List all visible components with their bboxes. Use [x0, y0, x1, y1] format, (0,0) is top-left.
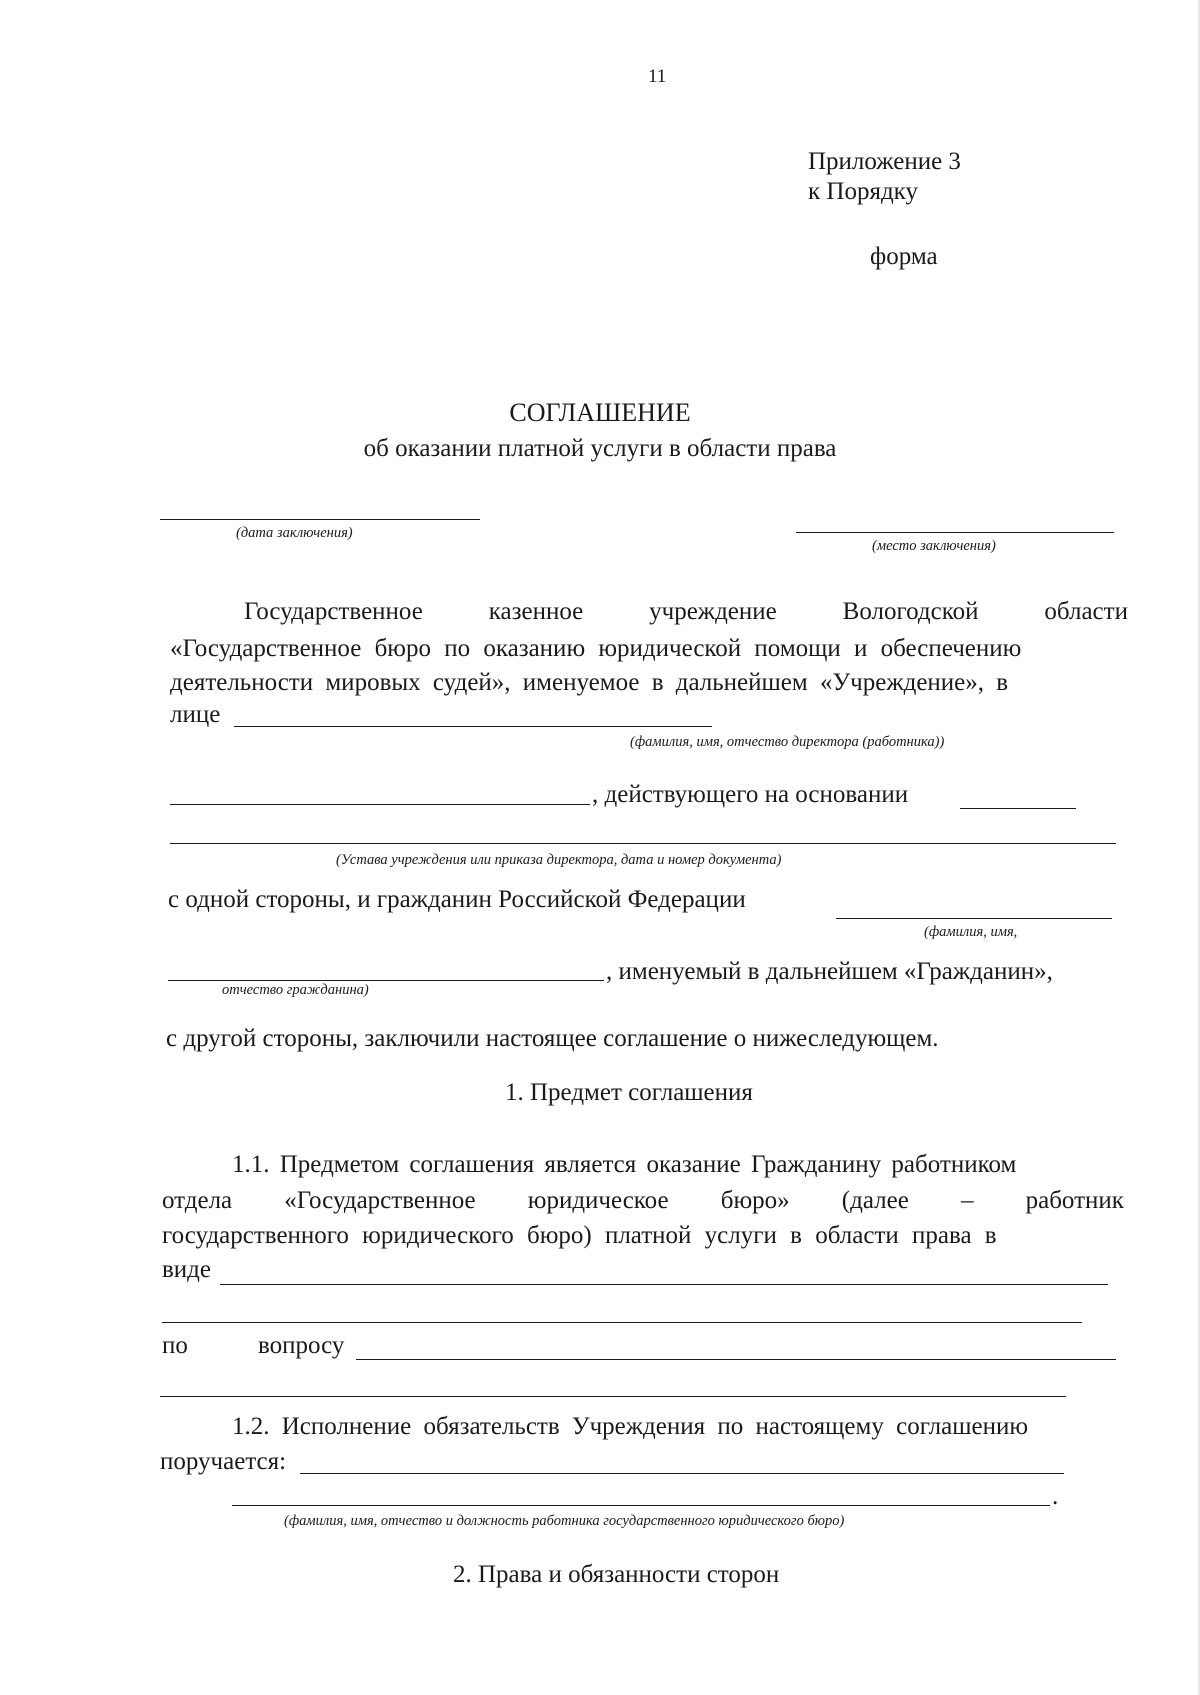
- citizen-caption-1: (фамилия, имя,: [924, 924, 1018, 940]
- intro-line-3: деятельности мировых судей», именуемое в дальнейшем «Учреждение», в: [170, 669, 1009, 696]
- intro-word: учреждение: [649, 598, 777, 625]
- intro-line-7: , именуемый в дальнейшем «Гражданин»,: [606, 958, 1053, 985]
- service-type-line-2: [162, 1322, 1082, 1323]
- date-caption: (дата заключения): [236, 525, 353, 541]
- intro-line-4: лице: [170, 701, 221, 728]
- para-word: юридическое: [527, 1187, 669, 1214]
- director-line: [234, 726, 712, 727]
- executor-caption: (фамилия, имя, отчество и должность работника государственного юридического бюро): [284, 1513, 845, 1529]
- po-label: по: [162, 1332, 188, 1359]
- intro-word: Государственное: [244, 598, 423, 625]
- executor-line-2: [232, 1505, 1050, 1506]
- director-caption: (фамилия, имя, отчество директора (работника)): [630, 734, 945, 750]
- basis-line: [960, 808, 1076, 809]
- intro-line-8: с другой стороны, заключили настоящее соглашение о нижеследующем.: [166, 1025, 939, 1052]
- para-word: работник: [1025, 1187, 1124, 1214]
- para-1-1-line-4: виде: [162, 1256, 211, 1283]
- para-word: отдела: [162, 1187, 233, 1214]
- director-line-2: [170, 804, 590, 805]
- acting-basis-text: , действующего на основании: [592, 781, 909, 808]
- form-label: форма: [870, 243, 938, 270]
- para-1-2-line-2: поручается:: [160, 1448, 287, 1475]
- para-word: «Государственное: [284, 1187, 476, 1214]
- question-line: [356, 1359, 1116, 1360]
- appendix-subtitle: к Порядку: [808, 178, 918, 205]
- para-1-1-line-1: 1.1. Предметом соглашения является оказание Гражданину работником: [232, 1151, 1017, 1178]
- page-number: 11: [648, 66, 667, 87]
- basis-line-2: [170, 843, 1116, 844]
- service-type-line: [220, 1284, 1108, 1285]
- document-subtitle: об оказании платной услуги в области права: [363, 435, 837, 462]
- appendix-title: Приложение 3: [808, 148, 961, 175]
- document-title: СОГЛАШЕНИЕ: [509, 398, 691, 427]
- executor-line: [300, 1473, 1064, 1474]
- question-line-2: [160, 1396, 1066, 1397]
- citizen-line: [836, 918, 1112, 919]
- para-word: (далее: [841, 1187, 909, 1214]
- para-word: –: [960, 1187, 974, 1214]
- voprosu-label: вопросу: [258, 1332, 345, 1359]
- section-1-heading: 1. Предмет соглашения: [505, 1079, 753, 1106]
- date-line: [160, 519, 480, 520]
- intro-line-2: «Государственное бюро по оказанию юридической помощи и обеспечению: [170, 635, 1022, 662]
- para-1-1-line-2: [162, 1186, 1124, 1216]
- executor-end-dot: .: [1052, 1483, 1059, 1510]
- intro-line-1: [244, 597, 1128, 627]
- section-2-heading: 2. Права и обязанности сторон: [453, 1561, 780, 1588]
- intro-word: Вологодской: [842, 598, 979, 625]
- intro-word: области: [1044, 598, 1128, 625]
- place-line: [796, 532, 1114, 533]
- place-caption: (место заключения): [872, 538, 996, 554]
- intro-line-6: с одной стороны, и гражданин Российской Федерации: [168, 886, 746, 913]
- citizen-caption-2: отчество гражданина): [222, 982, 369, 998]
- intro-word: казенное: [488, 598, 584, 625]
- para-word: бюро»: [720, 1187, 790, 1214]
- para-1-1-line-3: государственного юридического бюро) платной услуги в области права в: [162, 1222, 997, 1249]
- basis-caption: (Устава учреждения или приказа директора, дата и номер документа): [336, 852, 782, 868]
- para-1-2-line-1: 1.2. Исполнение обязательств Учреждения по настоящему соглашению: [232, 1413, 1029, 1440]
